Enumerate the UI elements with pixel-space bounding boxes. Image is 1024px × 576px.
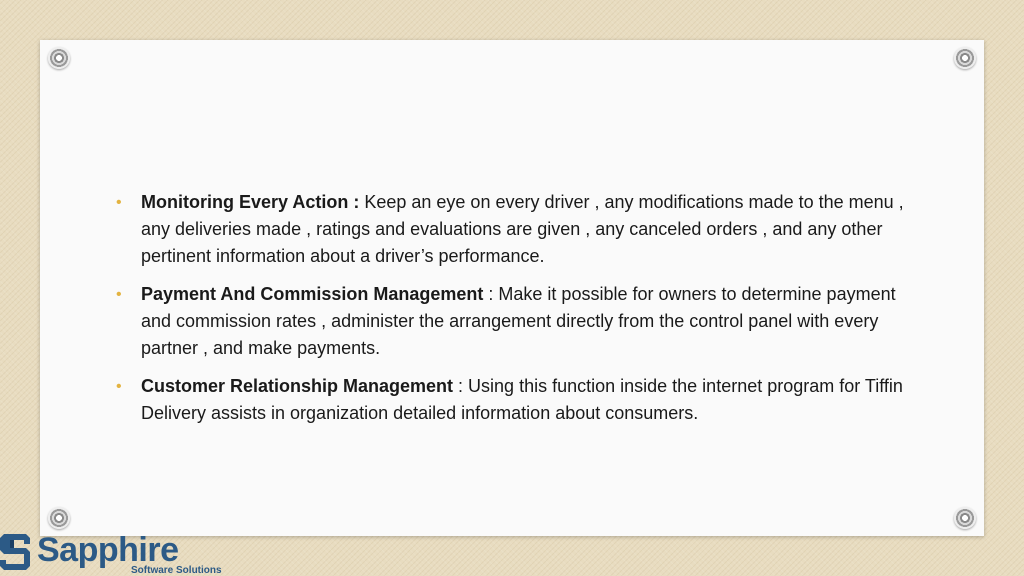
brand-logo [0,530,240,576]
bullet-text: : Make it possible for owners to determine payment and commission rates , administer the arrangement directly from the control panel with every partner , and make payments. [141,284,896,358]
bullet-icon: • [116,378,122,395]
bullet-item-crm [116,373,916,427]
bullet-icon: • [116,194,122,211]
bullet-item-monitoring [116,189,916,270]
pin-icon [48,47,70,69]
bullet-list [116,189,916,438]
sapphire-logo-icon [0,532,34,572]
bullet-item-payment [116,281,916,362]
bullet-text: : Using this function inside the internet program for Tiffin Delivery assists in organization detailed information about consumers. [141,376,903,423]
pin-icon [954,47,976,69]
pin-icon [954,507,976,529]
bullet-title: Customer Relationship Management [141,376,454,396]
pin-icon [48,507,70,529]
logo-wordmark: Sapphire [37,531,179,569]
bullet-title: Payment And Commission Management [141,284,484,304]
bullet-title: Monitoring Every Action : [141,192,360,212]
bullet-icon: • [116,286,122,303]
bullet-text: Keep an eye on every driver , any modifications made to the menu , any deliveries made , ratings and evaluations are given , any canceled orders , and any other pertinent information about a driver’s performance. [141,192,904,266]
logo-tagline: Software Solutions [131,565,222,576]
